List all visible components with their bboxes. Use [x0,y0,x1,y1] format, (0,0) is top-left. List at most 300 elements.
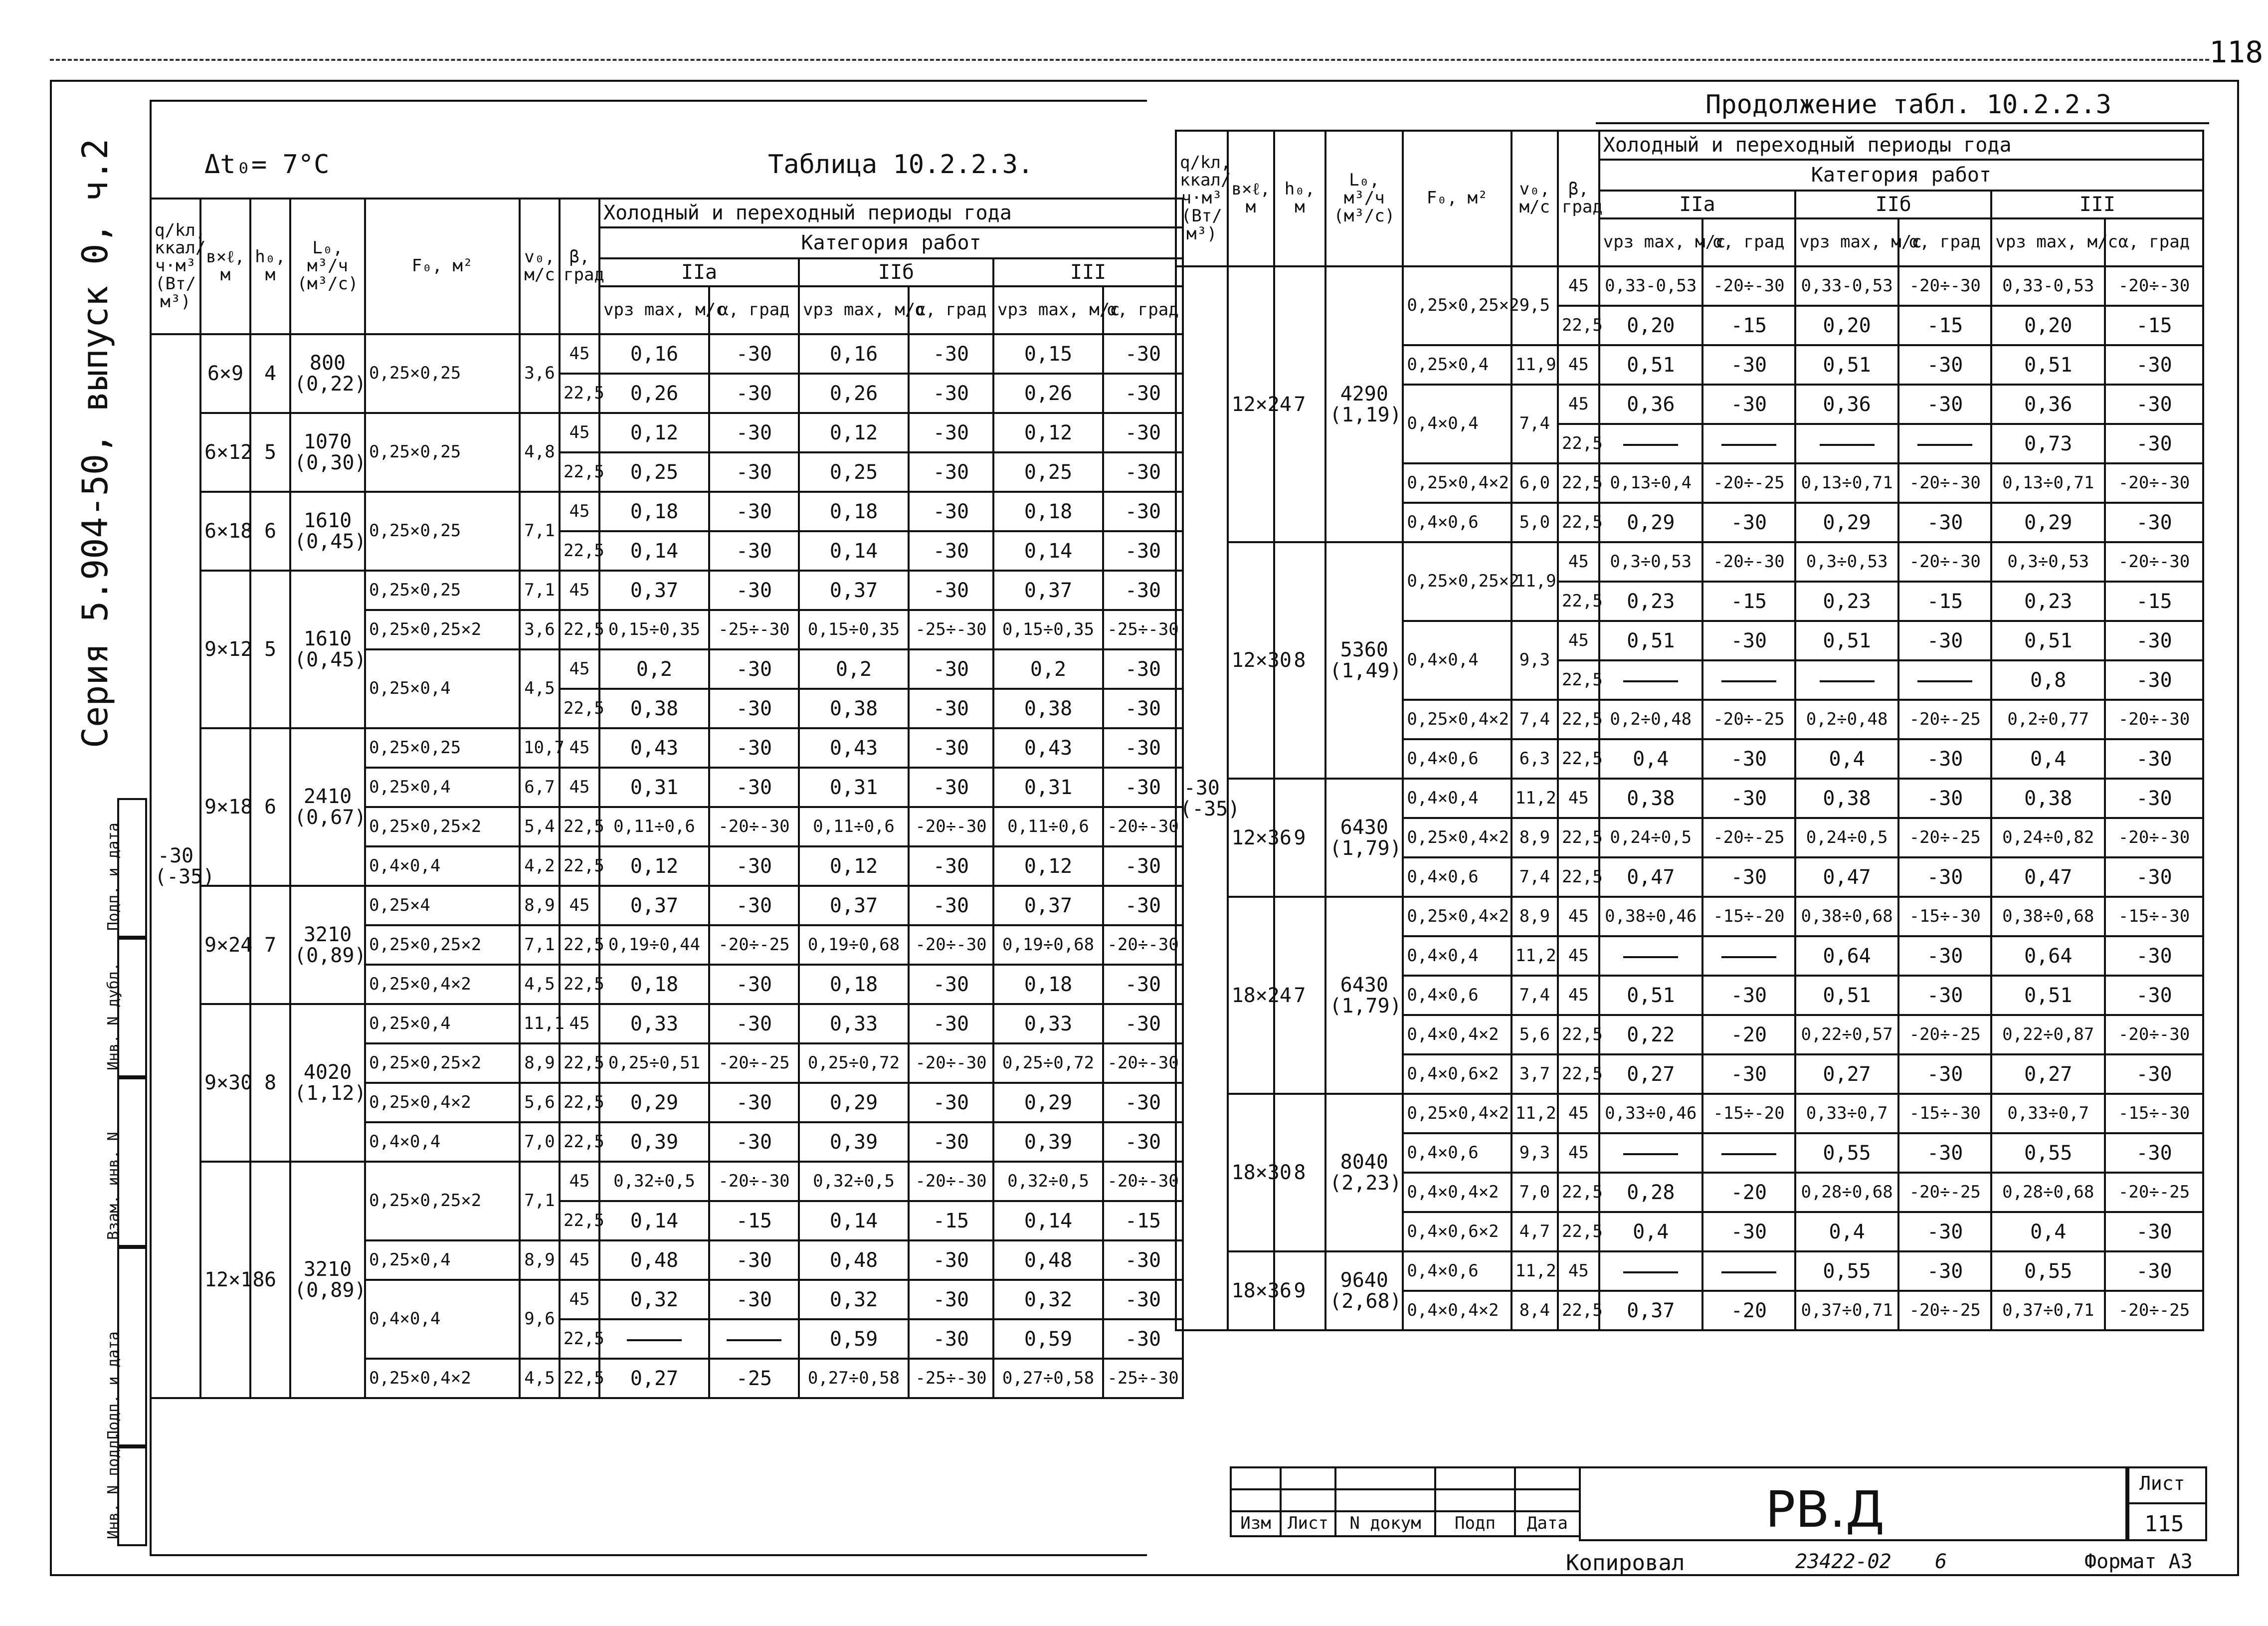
vp-IIa [1599,1251,1702,1291]
stamp-vzam-inv [105,1077,147,1247]
vp-IIa: 0,25÷0,51 [599,1043,709,1083]
q-value: -30 (-35) [151,334,200,1398]
alpha-IIa: -20÷-25 [709,1043,799,1083]
vp-IIb: 0,25 [799,452,909,492]
v0-value: 11,2 [1512,1094,1558,1133]
vp-III: 0,23 [1991,582,2105,621]
h0-value: 6 [250,728,290,886]
beta-value: 45 [560,1280,599,1319]
vp-IIb: 0,39 [799,1122,909,1162]
table-row [1176,897,2203,936]
header-vp: vрз max, м/с [993,286,1103,334]
alpha-III: -30 [1103,1004,1183,1043]
L0-m3s: (0,89) [294,1279,367,1302]
v0-value: 5,6 [1512,1015,1558,1054]
q-value: -30 (-35) [1176,266,1228,1330]
beta-value: 22,5 [560,1359,599,1398]
alpha-IIa: -30 [709,846,799,886]
vp-IIa: 0,12 [599,413,709,452]
header-beta: β, град [1558,131,1599,266]
header-vp: vрз max, м/с [1599,218,1702,266]
stamp-podp-data-1 [105,1247,147,1446]
v0-value: 6,3 [1512,739,1558,779]
vp-III: 0,4 [1991,1212,2105,1251]
v0-value: 4,5 [520,1359,560,1398]
L0-m3h: 4020 [303,1061,352,1084]
alpha-IIa: -20÷-30 [709,807,799,846]
alpha-IIb: -30 [909,728,993,768]
beta-value: 45 [560,649,599,689]
h0-value: 6 [250,1162,290,1398]
L0-value [290,886,365,1004]
header-alpha: α, град [909,286,993,334]
vp-IIa: 0,4 [1599,739,1702,779]
alpha-III: -20÷-30 [2105,818,2203,857]
alpha-IIb: -30 [1898,739,1991,779]
vp-III: 0,33÷0,7 [1991,1094,2105,1133]
vp-IIb: 0,47 [1795,857,1898,897]
vp-III: 0,39 [993,1122,1103,1162]
L0-m3s: (1,79) [1329,836,1402,860]
F0-value: 0,25×0,4×2 [1403,463,1511,503]
beta-value: 22,5 [560,452,599,492]
alpha-IIa [709,1319,799,1359]
vp-IIb: 0,38 [1795,779,1898,818]
alpha-IIb: -30 [1898,779,1991,818]
rev-header-list: Лист [1281,1511,1335,1536]
L0-value [290,571,365,728]
vp-III: 0,55 [1991,1251,2105,1291]
v0-value: 8,9 [520,886,560,925]
F0-value: 0,25×0,25×2 [365,925,520,965]
beta-value: 45 [560,492,599,531]
L0-m3h: 1610 [303,509,352,532]
F0-value: 0,4×0,6 [1403,1133,1511,1173]
sheet-number-divider [2127,1502,2207,1504]
alpha-III: -30 [1103,1280,1183,1319]
v0-value: 3,7 [1512,1054,1558,1094]
vp-IIa: 0,27 [599,1359,709,1398]
alpha-III: -20÷-30 [2105,1015,2203,1054]
alpha-IIb: -30 [909,334,993,374]
beta-value: 45 [560,571,599,610]
L0-value [1325,897,1403,1094]
alpha-IIa: -30 [709,413,799,452]
v0-value: 9,6 [520,1280,560,1359]
beta-value: 22,5 [1558,660,1599,700]
vp-III: 0,55 [1991,1133,2105,1173]
beta-value: 22,5 [560,610,599,649]
vp-IIb: 0,2÷0,48 [1795,700,1898,739]
alpha-IIa: -30 [709,1004,799,1043]
L0-m3s: (0,67) [294,806,367,829]
header-alpha: α, град [1702,218,1795,266]
L0-m3h: 5360 [1340,638,1388,661]
F0-value: 0,4×0,4×2 [1403,1015,1511,1054]
vp-III: 0,38 [1991,779,2105,818]
rev-header-izm: Изм [1231,1511,1281,1536]
table-row [151,492,1183,531]
v0-value: 4,2 [520,846,560,886]
v0-value: 6,7 [520,768,560,807]
vp-IIa: 0,2 [599,649,709,689]
stamp-label: Взам. инв. N [105,1132,122,1240]
alpha-IIa: -20÷-25 [1702,700,1795,739]
alpha-IIb: -20÷-30 [1898,463,1991,503]
L0-value [290,334,365,413]
alpha-IIa: -30 [709,374,799,413]
alpha-III: -15÷-30 [2105,897,2203,936]
beta-value: 45 [560,886,599,925]
vp-IIb: 0,51 [1795,621,1898,660]
alpha-IIb: -30 [909,1083,993,1122]
v0-value: 7,0 [520,1122,560,1162]
alpha-III: -30 [1103,334,1183,374]
alpha-IIa: -20÷-30 [1702,266,1795,306]
alpha-IIa: -30 [709,689,799,728]
F0-value: 0,4×0,4×2 [1403,1291,1511,1330]
alpha-IIa: -30 [1702,503,1795,542]
vp-IIa: 0,14 [599,531,709,571]
beta-value: 22,5 [560,965,599,1004]
beta-value: 22,5 [560,531,599,571]
header-period: Холодный и переходный периоды года [599,199,1183,227]
alpha-III: -20÷-25 [2105,1173,2203,1212]
vp-IIa: 0,23 [1599,582,1702,621]
L0-m3s: (0,89) [294,944,367,967]
alpha-IIb: -15 [909,1201,993,1240]
alpha-IIb: -20÷-30 [1898,266,1991,306]
vp-III: 0,37 [993,886,1103,925]
vp-III: 0,13÷0,71 [1991,463,2105,503]
vp-IIb: 0,33-0,53 [1795,266,1898,306]
header-v0: v₀, м/с [520,199,560,334]
alpha-III: -30 [1103,1319,1183,1359]
v0-value: 4,8 [520,413,560,492]
alpha-IIa: -30 [709,492,799,531]
alpha-IIa: -30 [1702,779,1795,818]
F0-value: 0,4×0,6 [1403,739,1511,779]
v0-value: 7,1 [520,925,560,965]
alpha-IIa: -30 [709,1083,799,1122]
v0-value: 11,1 [520,1004,560,1043]
alpha-IIa: -20÷-25 [1702,818,1795,857]
table-row [1176,779,2203,818]
v0-value: 8,9 [520,1240,560,1280]
vp-IIb: 0,22÷0,57 [1795,1015,1898,1054]
vp-IIb: 0,12 [799,413,909,452]
format-label: Формат А3 [2084,1550,2193,1573]
alpha-IIa: -15÷-20 [1702,897,1795,936]
beta-value: 45 [560,768,599,807]
vp-IIa: 0,2÷0,48 [1599,700,1702,739]
F0-value: 0,25×0,4×2 [365,1083,520,1122]
alpha-III: -30 [1103,768,1183,807]
vp-III: 0,15÷0,35 [993,610,1103,649]
alpha-III: -30 [1103,1122,1183,1162]
vp-IIb: 0,11÷0,6 [799,807,909,846]
alpha-III: -30 [1103,886,1183,925]
header-cat-2: III [1991,191,2203,218]
h0-value: 7 [1274,897,1326,1094]
alpha-III: -30 [2105,936,2203,976]
vp-III: 0,18 [993,965,1103,1004]
vp-III: 0,28÷0,68 [1991,1173,2105,1212]
bxl-value: 9×12 [200,571,250,728]
vp-IIa: 0,48 [599,1240,709,1280]
alpha-III: -20÷-30 [2105,266,2203,306]
vp-IIb: 0,48 [799,1240,909,1280]
L0-m3h: 4290 [1340,382,1388,406]
vp-IIa: 0,37 [599,886,709,925]
F0-value: 0,25×0,25×2 [365,807,520,846]
alpha-III: -15÷-30 [2105,1094,2203,1133]
beta-value: 45 [1558,1251,1599,1291]
vp-III: 0,8 [1991,660,2105,700]
alpha-IIb: -30 [909,531,993,571]
h0-value: 9 [1274,1251,1326,1330]
alpha-IIb: -15 [1898,306,1991,345]
vp-IIb: 0,32÷0,5 [799,1162,909,1201]
v0-value: 9,3 [1512,621,1558,700]
alpha-IIa: -30 [709,728,799,768]
vp-III: 0,33-0,53 [1991,266,2105,306]
vp-III: 0,27 [1991,1054,2105,1094]
L0-m3h: 6430 [1340,815,1388,839]
alpha-IIa: -25 [709,1359,799,1398]
alpha-IIb: -20÷-30 [909,807,993,846]
header-bxl: в×ℓ, м [1228,131,1274,266]
F0-value: 0,25×0,4 [365,1240,520,1280]
L0-m3s: (1,49) [1329,659,1402,682]
L0-value [290,728,365,886]
alpha-IIb: -30 [909,571,993,610]
bxl-value: 18×24 [1228,897,1274,1094]
alpha-IIa: -30 [1702,739,1795,779]
alpha-IIb: -30 [909,768,993,807]
F0-value: 0,4×0,6 [1403,857,1511,897]
alpha-IIb: -15÷-30 [1898,897,1991,936]
F0-value: 0,4×0,6 [1403,1251,1511,1291]
vp-IIa: 0,37 [599,571,709,610]
header-cat-0: IIа [1599,191,1795,218]
vp-IIa: 0,13÷0,4 [1599,463,1702,503]
alpha-III: -20÷-25 [2105,1291,2203,1330]
beta-value: 22,5 [560,846,599,886]
alpha-IIb: -30 [909,886,993,925]
beta-value: 22,5 [1558,1212,1599,1251]
vp-IIa: 0,18 [599,965,709,1004]
vp-IIb: 0,18 [799,965,909,1004]
alpha-IIa: -30 [709,1122,799,1162]
vp-III: 0,24÷0,82 [1991,818,2105,857]
alpha-IIb: -30 [1898,1251,1991,1291]
alpha-III: -30 [2105,739,2203,779]
vp-III: 0,37÷0,71 [1991,1291,2105,1330]
L0-m3h: 9640 [1340,1269,1388,1292]
alpha-IIa: -30 [709,571,799,610]
v0-value: 6,0 [1512,463,1558,503]
alpha-IIb: -30 [909,689,993,728]
beta-value: 22,5 [1558,1173,1599,1212]
L0-value [1325,266,1403,542]
alpha-IIa: -30 [709,531,799,571]
alpha-IIa: -30 [709,334,799,374]
header-q: q/kл, ккал/ч·м³ (Вт/м³) [1176,131,1228,266]
vp-IIa [1599,660,1702,700]
header-category: Категория работ [599,227,1183,258]
v0-value: 8,9 [1512,897,1558,936]
stamp-label: Подп. и дата [105,1331,122,1439]
alpha-IIb: -30 [909,374,993,413]
L0-value [1325,779,1403,897]
header-alpha: α, град [2105,218,2203,266]
table-row [1176,266,2203,306]
alpha-IIa: -30 [1702,345,1795,385]
alpha-III: -15 [1103,1201,1183,1240]
alpha-III: -20÷-30 [2105,700,2203,739]
table-row [151,571,1183,610]
beta-value: 22,5 [1558,739,1599,779]
L0-m3s: (0,30) [294,451,367,474]
beta-value: 45 [1558,897,1599,936]
v0-value: 11,9 [1512,345,1558,385]
alpha-IIa [1702,660,1795,700]
beta-value: 22,5 [560,1043,599,1083]
v0-value: 8,4 [1512,1291,1558,1330]
alpha-IIb: -30 [1898,345,1991,385]
vp-IIb: 0,51 [1795,976,1898,1015]
beta-value: 22,5 [560,1319,599,1359]
alpha-IIa: -25÷-30 [709,610,799,649]
vp-IIb: 0,31 [799,768,909,807]
v0-value: 8,9 [1512,818,1558,857]
vp-III: 0,15 [993,334,1103,374]
rev-header-data: Дата [1515,1511,1580,1536]
vp-IIa: 0,4 [1599,1212,1702,1251]
alpha-IIb: -30 [909,492,993,531]
h0-value: 5 [250,571,290,728]
vp-IIa [1599,936,1702,976]
alpha-IIa [1702,1133,1795,1173]
v0-value: 9,3 [1512,1133,1558,1173]
h0-value: 8 [250,1004,290,1162]
alpha-III: -30 [1103,374,1183,413]
alpha-III: -20÷-30 [1103,925,1183,965]
vp-IIa: 0,18 [599,492,709,531]
alpha-IIa: -15 [1702,582,1795,621]
vp-IIa: 0,15÷0,35 [599,610,709,649]
alpha-IIb: -20÷-25 [1898,818,1991,857]
vp-IIb: 0,29 [799,1083,909,1122]
vp-IIa: 0,29 [599,1083,709,1122]
alpha-IIb: -30 [909,1240,993,1280]
h0-value: 6 [250,492,290,571]
F0-value: 0,4×0,6 [1403,503,1511,542]
alpha-IIb: -30 [1898,621,1991,660]
alpha-IIb: -30 [1898,857,1991,897]
vp-III: 0,31 [993,768,1103,807]
beta-value: 45 [1558,621,1599,660]
v0-value: 5,6 [520,1083,560,1122]
header-vp: vрз max, м/с [1991,218,2105,266]
vp-IIa: 0,14 [599,1201,709,1240]
alpha-IIa: -20 [1702,1173,1795,1212]
F0-value: 0,25×0,25×2 [365,610,520,649]
alpha-III: -30 [1103,1240,1183,1280]
L0-value [290,492,365,571]
vp-IIb: 0,3÷0,53 [1795,542,1898,582]
alpha-IIa: -30 [1702,976,1795,1015]
alpha-III: -20÷-30 [1103,1043,1183,1083]
alpha-IIa: -30 [1702,857,1795,897]
table-row [151,728,1183,768]
L0-m3h: 8040 [1340,1151,1388,1174]
L0-m3s: (0,45) [294,648,367,671]
vp-IIb: 0,43 [799,728,909,768]
vp-III: 0,12 [993,413,1103,452]
alpha-III: -20÷-30 [1103,807,1183,846]
beta-value: 45 [1558,976,1599,1015]
alpha-III: -30 [2105,1054,2203,1094]
alpha-IIa [1702,1251,1795,1291]
L0-m3h: 1070 [303,430,352,453]
v0-value: 11,2 [1512,779,1558,818]
header-beta: β, град [560,199,599,334]
rev-header-podp: Подп [1435,1511,1515,1536]
v0-value: 3,6 [520,610,560,649]
series-label: Серия 5.904-50, выпуск 0, ч.2 [75,138,116,748]
v0-value: 4,5 [520,649,560,728]
L0-value [1325,1094,1403,1251]
vp-III: 0,64 [1991,936,2105,976]
v0-value: 5,0 [1512,503,1558,542]
vp-IIa: 0,33÷0,46 [1599,1094,1702,1133]
F0-value: 0,4×0,6×2 [1403,1054,1511,1094]
v0-value: 9,5 [1512,266,1558,345]
vp-III: 0,37 [993,571,1103,610]
vp-III: 0,36 [1991,385,2105,424]
beta-value: 22,5 [1558,1054,1599,1094]
vp-IIa: 0,38 [599,689,709,728]
vp-IIb: 0,33 [799,1004,909,1043]
F0-value: 0,25×0,4 [1403,345,1511,385]
alpha-IIa: -30 [709,1280,799,1319]
vp-IIa: 0,43 [599,728,709,768]
beta-value: 22,5 [1558,424,1599,463]
alpha-III: -30 [2105,660,2203,700]
F0-value: 0,25×0,25×2 [365,1162,520,1240]
vp-IIb: 0,20 [1795,306,1898,345]
beta-value: 45 [1558,385,1599,424]
beta-value: 45 [560,1162,599,1201]
F0-value: 0,4×0,4 [365,1122,520,1162]
header-h0: h₀, м [1274,131,1326,266]
F0-value: 0,25×0,25 [365,413,520,492]
alpha-IIb: -25÷-30 [909,1359,993,1398]
alpha-IIb: -30 [909,413,993,452]
beta-value: 22,5 [1558,582,1599,621]
alpha-III: -30 [2105,424,2203,463]
beta-value: 45 [560,728,599,768]
vp-IIb: 0,51 [1795,345,1898,385]
vp-IIa: 0,32÷0,5 [599,1162,709,1201]
vp-IIa: 0,28 [1599,1173,1702,1212]
v0-value: 7,4 [1512,976,1558,1015]
vp-IIb: 0,37 [799,571,909,610]
vp-IIb: 0,32 [799,1280,909,1319]
header-F0: F₀, м² [1403,131,1511,266]
